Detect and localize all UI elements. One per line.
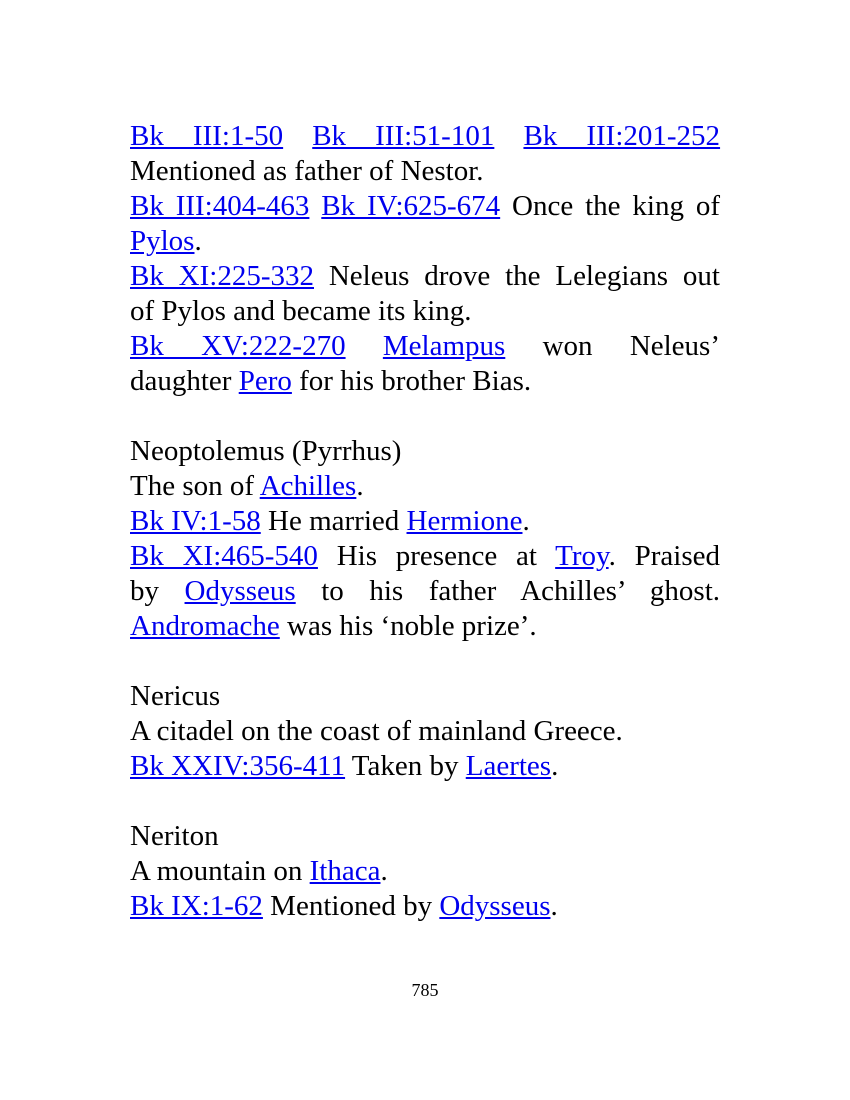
entry-text: [130, 574, 720, 609]
entry-text: [130, 189, 720, 224]
troy-link[interactable]: Troy: [555, 540, 609, 572]
entry-text-fragment: He married: [260, 505, 407, 537]
punctuation: .: [551, 750, 559, 782]
hermione-link[interactable]: Hermione: [406, 505, 523, 537]
punctuation: .: [380, 855, 388, 887]
entry-text: [130, 854, 720, 889]
entry-text: [130, 504, 720, 539]
entry-text-fragment: to his father Achilles’ ghost.: [295, 575, 721, 607]
entry-text-fragment: A mountain on: [130, 855, 310, 887]
spacer: [130, 644, 720, 679]
entry-text: [130, 329, 720, 364]
entry-text-fragment: . Praised: [608, 540, 720, 572]
entry-text: of Pylos and became its king.: [130, 295, 472, 327]
entry-text-fragment: Once the king of: [500, 190, 720, 222]
entry-text: [130, 469, 720, 504]
entry-text-fragment: The son of: [130, 470, 260, 502]
entry-text-fragment: Neleus drove the Lelegians out: [314, 260, 720, 292]
entry-text-fragment: won: [542, 330, 593, 362]
entry-text-fragment: was his ‘noble prize’.: [279, 610, 537, 642]
page-number: 785: [411, 980, 439, 1000]
odysseus-link[interactable]: Odysseus: [439, 890, 551, 922]
entry-text: A citadel on the coast of mainland Greece.: [130, 715, 623, 747]
entry-text-fragment: His presence at: [317, 540, 556, 572]
entry-text-fragment: daughter: [130, 365, 239, 397]
entry-text-fragment: Taken by: [345, 750, 466, 782]
entry-text: [130, 364, 720, 399]
odysseus-link[interactable]: Odysseus: [184, 575, 296, 607]
book-ref-link[interactable]: Bk III:51-101: [312, 120, 495, 152]
entry-text: [130, 259, 720, 294]
entry-text-fragment: by: [130, 575, 185, 607]
entry-text: [130, 749, 720, 784]
book-ref-link[interactable]: Bk XXIV:356-411: [130, 750, 346, 782]
entry-text: [130, 224, 720, 259]
entry-text: [130, 889, 720, 924]
book-ref-link[interactable]: Bk III:1-50: [130, 120, 284, 152]
book-ref-link[interactable]: Bk IX:1-62: [130, 890, 263, 922]
entry-text: [130, 609, 720, 644]
entry-heading: Neoptolemus (Pyrrhus): [130, 435, 402, 467]
entry-text: [130, 539, 720, 574]
entry-heading: Nericus: [130, 680, 221, 712]
book-ref-link[interactable]: Bk III:201-252: [523, 120, 721, 152]
punctuation: .: [522, 505, 530, 537]
pero-link[interactable]: Pero: [238, 365, 292, 397]
document-body: [130, 119, 720, 924]
book-ref-link[interactable]: Bk III:404-463: [130, 190, 310, 222]
punctuation: .: [550, 890, 558, 922]
laertes-link[interactable]: Laertes: [465, 750, 552, 782]
book-ref-link[interactable]: Bk IV:625-674: [321, 190, 501, 222]
book-ref-link[interactable]: Bk XI:465-540: [130, 540, 318, 572]
book-ref-link[interactable]: Bk IV:1-58: [130, 505, 261, 537]
spacer: [130, 399, 720, 434]
entry-heading: Neriton: [130, 820, 219, 852]
book-ref-link[interactable]: Bk XI:225-332: [130, 260, 314, 292]
punctuation: .: [356, 470, 364, 502]
book-ref-link[interactable]: Bk XV:222-270: [130, 330, 346, 362]
entry-text-fragment: Neleus’: [629, 330, 720, 362]
ithaca-link[interactable]: Ithaca: [309, 855, 381, 887]
pylos-link[interactable]: Pylos: [130, 225, 195, 257]
punctuation: .: [194, 225, 202, 257]
melampus-link[interactable]: Melampus: [382, 330, 506, 362]
andromache-link[interactable]: Andromache: [130, 610, 280, 642]
spacer: [130, 784, 720, 819]
entry-text-fragment: Mentioned by: [262, 890, 440, 922]
entry-text-fragment: for his brother Bias.: [291, 365, 532, 397]
reference-line: [130, 119, 720, 154]
achilles-link[interactable]: Achilles: [259, 470, 357, 502]
entry-text: Mentioned as father of Nestor.: [130, 155, 484, 187]
